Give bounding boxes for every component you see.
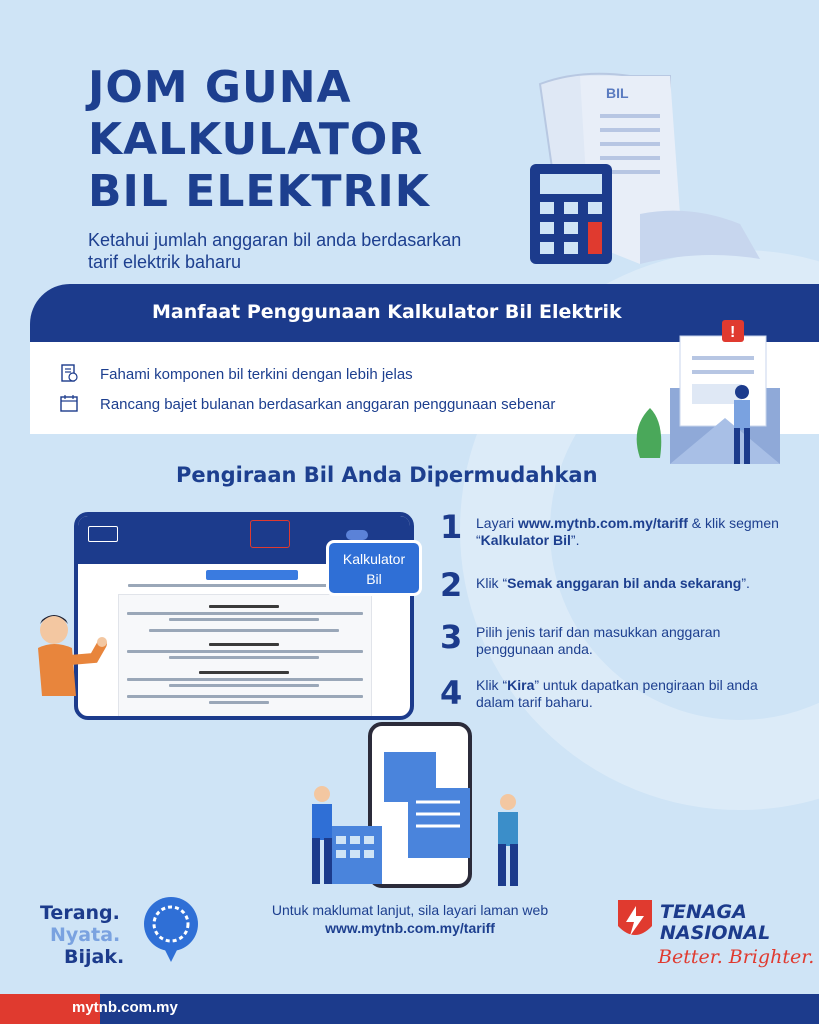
step-number-4: 4 [440, 674, 463, 712]
man-pointing-illustration [32, 608, 112, 696]
page-subtitle: Ketahui jumlah anggaran bil anda berdasarkan tarif elektrik baharu [88, 230, 462, 272]
tariff-link[interactable]: www.mytnb.com.my/tariff [325, 920, 495, 936]
site-link[interactable]: mytnb.com.my [72, 999, 178, 1016]
step-text-1: Layari www.mytnb.com.my/tariff & klik segmen “Kalkulator Bil”. [476, 515, 779, 548]
bill-calculator-illustration [520, 64, 780, 264]
footer-info: Untuk maklumat lanjut, sila layari laman web www.mytnb.com.my/tariff [220, 901, 600, 937]
document-check-icon [60, 364, 78, 382]
step-number-3: 3 [440, 618, 463, 656]
svg-text:!: ! [730, 324, 736, 341]
envelope-woman-illustration [630, 318, 780, 468]
calendar-icon [60, 394, 78, 412]
tnb-logo-icon [614, 896, 656, 946]
bulb-logo-icon [140, 894, 202, 964]
step-number-2: 2 [440, 566, 463, 604]
kalkulator-bil-tooltip[interactable]: Kalkulator Bil [326, 540, 422, 596]
mockup-formula-card [118, 594, 372, 718]
step-number-1: 1 [440, 508, 463, 546]
bill-label: BIL [606, 85, 629, 101]
slogan: Terang. Nyata. Bijak. [40, 902, 125, 968]
phone-people-illustration [290, 722, 540, 892]
page-title: JOM GUNA KALKULATOR BIL ELEKTRIK [88, 62, 430, 217]
benefit-item-2: Rancang bajet bulanan berdasarkan anggaran penggunaan sebenar [100, 396, 556, 413]
benefit-item-1: Fahami komponen bil terkini dengan lebih jelas [100, 366, 413, 383]
benefits-heading: Manfaat Penggunaan Kalkulator Bil Elektrik [152, 301, 622, 323]
tnb-tagline: Better. Brighter. [658, 946, 815, 968]
section-title: Pengiraan Bil Anda Dipermudahkan [176, 463, 598, 487]
step-text-3: Pilih jenis tarif dan masukkan anggaran penggunaan anda. [476, 624, 721, 657]
step-text-2: Klik “Semak anggaran bil anda sekarang”. [476, 575, 750, 591]
tnb-brand-name: TENAGA NASIONAL [660, 901, 771, 944]
mockup-check-button [206, 570, 298, 580]
step-text-4: Klik “Kira” untuk dapatkan pengiraan bil anda dalam tarif baharu. [476, 677, 758, 710]
